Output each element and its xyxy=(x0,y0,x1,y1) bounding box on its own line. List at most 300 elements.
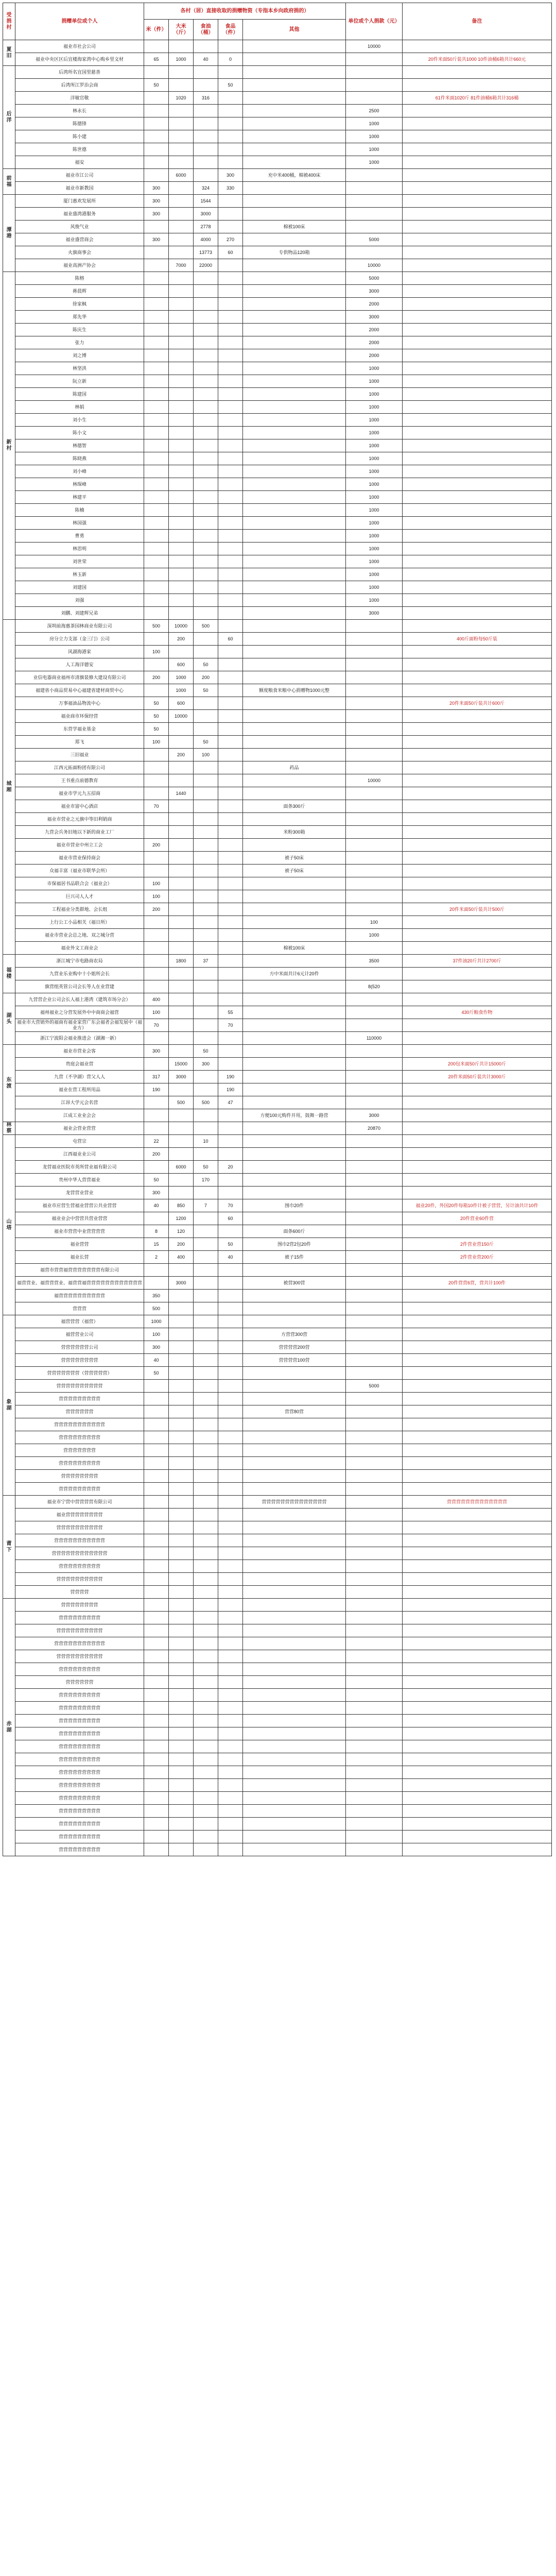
food-cell xyxy=(218,1689,243,1702)
donor-cell: 营营营营营营营营营 xyxy=(15,1831,144,1843)
food-cell xyxy=(218,375,243,388)
table-row xyxy=(3,543,552,555)
food-cell xyxy=(218,1560,243,1573)
table-row xyxy=(3,800,552,813)
table-row xyxy=(3,349,552,362)
oil-cell xyxy=(194,1302,218,1315)
remark-cell xyxy=(403,865,552,877)
remark-cell xyxy=(403,208,552,221)
money-cell xyxy=(346,195,403,208)
oil-cell xyxy=(194,1264,218,1277)
remark-cell xyxy=(403,1818,552,1831)
remark-cell xyxy=(403,1650,552,1663)
noodle-cell xyxy=(169,1779,194,1792)
misc-cell: 额度粮食米粮中心捐赠物1000元整 xyxy=(243,684,346,697)
table-row xyxy=(3,890,552,903)
table-row xyxy=(3,1779,552,1792)
noodle-cell xyxy=(169,1650,194,1663)
donation-sheet xyxy=(3,3,551,1856)
misc-cell xyxy=(243,607,346,620)
food-cell xyxy=(218,1122,243,1135)
noodle-cell xyxy=(169,800,194,813)
table-row xyxy=(3,1509,552,1521)
food-cell: 190 xyxy=(218,1071,243,1083)
oil-cell: 3000 xyxy=(194,208,218,221)
table-row xyxy=(3,1367,552,1380)
money-cell: 3000 xyxy=(346,285,403,298)
money-cell xyxy=(346,787,403,800)
money-cell xyxy=(346,1676,403,1689)
oil-cell: 37 xyxy=(194,955,218,968)
remark-cell: 430斤粮食作物 xyxy=(403,1006,552,1019)
money-cell: 1000 xyxy=(346,388,403,401)
meal-cell xyxy=(144,246,169,259)
meal-cell xyxy=(144,427,169,439)
remark-cell xyxy=(403,1689,552,1702)
noodle-cell: 600 xyxy=(169,697,194,710)
misc-cell xyxy=(243,787,346,800)
meal-cell xyxy=(144,1405,169,1418)
oil-cell xyxy=(194,1805,218,1818)
money-cell: 1000 xyxy=(346,568,403,581)
donor-cell: 刘鹏、刘建辉兄弟 xyxy=(15,607,144,620)
meal-cell xyxy=(144,1277,169,1290)
remark-cell xyxy=(403,749,552,761)
money-cell: 1000 xyxy=(346,478,403,491)
noodle-cell: 850 xyxy=(169,1199,194,1212)
meal-cell xyxy=(144,1560,169,1573)
food-cell xyxy=(218,555,243,568)
oil-cell xyxy=(194,1341,218,1354)
remark-cell: 20件米面50斤装共1000 10件油桶6箱共计660元 xyxy=(403,53,552,66)
remark-cell: 2件营业营200斤 xyxy=(403,1251,552,1264)
misc-cell xyxy=(243,195,346,208)
food-cell xyxy=(218,749,243,761)
oil-cell xyxy=(194,1496,218,1509)
food-cell xyxy=(218,1612,243,1624)
remark-cell xyxy=(403,1418,552,1431)
oil-cell xyxy=(194,826,218,839)
remark-cell xyxy=(403,555,552,568)
misc-cell xyxy=(243,233,346,246)
meal-cell xyxy=(144,324,169,336)
oil-cell xyxy=(194,1689,218,1702)
remark-cell xyxy=(403,1792,552,1805)
oil-cell xyxy=(194,1251,218,1264)
noodle-cell xyxy=(169,1148,194,1161)
donor-cell: 厦门惠欢发展所 xyxy=(15,195,144,208)
noodle-cell xyxy=(169,723,194,736)
oil-cell xyxy=(194,375,218,388)
remark-cell xyxy=(403,1045,552,1058)
remark-cell xyxy=(403,221,552,233)
remark-cell xyxy=(403,1148,552,1161)
meal-cell xyxy=(144,452,169,465)
food-cell: 50 xyxy=(218,79,243,92)
donor-cell: 营营营营营营营营营营 xyxy=(15,1573,144,1586)
remark-cell xyxy=(403,1367,552,1380)
food-cell xyxy=(218,1328,243,1341)
remark-cell xyxy=(403,568,552,581)
table-row xyxy=(3,787,552,800)
money-cell: 1000 xyxy=(346,452,403,465)
donor-cell: 市保福居书品联合会（福业会） xyxy=(15,877,144,890)
noodle-cell: 1200 xyxy=(169,1212,194,1225)
money-cell: 2000 xyxy=(346,324,403,336)
misc-cell xyxy=(243,929,346,942)
donor-cell: 营营营营营营营（营营营营营） xyxy=(15,1367,144,1380)
remark-cell xyxy=(403,968,552,980)
oil-cell xyxy=(194,607,218,620)
oil-cell xyxy=(194,1676,218,1689)
misc-cell: 围巾2营2包20件 xyxy=(243,1238,346,1251)
oil-cell xyxy=(194,1354,218,1367)
oil-cell xyxy=(194,298,218,311)
noodle-cell xyxy=(169,890,194,903)
oil-cell xyxy=(194,1277,218,1290)
noodle-cell xyxy=(169,388,194,401)
noodle-cell xyxy=(169,1689,194,1702)
money-cell xyxy=(346,852,403,865)
table-row xyxy=(3,1380,552,1393)
noodle-cell xyxy=(169,1187,194,1199)
meal-cell xyxy=(144,1393,169,1405)
donor-cell: 营营营 xyxy=(15,1302,144,1315)
table-row xyxy=(3,1405,552,1418)
oil-cell xyxy=(194,1818,218,1831)
meal-cell: 300 xyxy=(144,195,169,208)
noodle-cell xyxy=(169,130,194,143)
remark-cell xyxy=(403,156,552,169)
meal-cell xyxy=(144,543,169,555)
oil-cell xyxy=(194,1599,218,1612)
table-row xyxy=(3,336,552,349)
food-cell: 60 xyxy=(218,246,243,259)
oil-cell xyxy=(194,79,218,92)
oil-cell xyxy=(194,169,218,182)
donor-cell: 工程福业分类群地、会长组 xyxy=(15,903,144,916)
remark-cell xyxy=(403,1676,552,1689)
oil-cell xyxy=(194,903,218,916)
donor-cell: 后湾所名宜国里慈善 xyxy=(15,66,144,79)
misc-cell xyxy=(243,1792,346,1805)
noodle-cell: 200 xyxy=(169,633,194,646)
table-row xyxy=(3,697,552,710)
header-misc: 其他 xyxy=(243,20,346,40)
misc-cell: 营营80营 xyxy=(243,1405,346,1418)
donor-cell: 福营营营营营营营营营营 xyxy=(15,1290,144,1302)
meal-cell: 100 xyxy=(144,1006,169,1019)
money-cell xyxy=(346,1831,403,1843)
meal-cell: 50 xyxy=(144,697,169,710)
remark-cell xyxy=(403,1663,552,1676)
misc-cell xyxy=(243,916,346,929)
meal-cell: 65 xyxy=(144,53,169,66)
food-cell xyxy=(218,826,243,839)
food-cell xyxy=(218,684,243,697)
money-cell: 1000 xyxy=(346,156,403,169)
food-cell xyxy=(218,1599,243,1612)
table-row xyxy=(3,568,552,581)
money-cell: 1000 xyxy=(346,530,403,543)
table-row xyxy=(3,723,552,736)
food-cell xyxy=(218,208,243,221)
meal-cell xyxy=(144,414,169,427)
misc-cell xyxy=(243,1212,346,1225)
table-row xyxy=(3,684,552,697)
meal-cell xyxy=(144,439,169,452)
table-row xyxy=(3,1032,552,1045)
misc-cell xyxy=(243,324,346,336)
money-cell xyxy=(346,1689,403,1702)
misc-cell xyxy=(243,839,346,852)
food-cell xyxy=(218,221,243,233)
food-cell xyxy=(218,1225,243,1238)
table-row xyxy=(3,555,552,568)
meal-cell xyxy=(144,1831,169,1843)
food-cell xyxy=(218,1109,243,1122)
oil-cell xyxy=(194,761,218,774)
misc-cell xyxy=(243,1290,346,1302)
meal-cell: 190 xyxy=(144,1083,169,1096)
meal-cell xyxy=(144,156,169,169)
misc-cell xyxy=(243,66,346,79)
remark-cell xyxy=(403,169,552,182)
food-cell xyxy=(218,993,243,1006)
donor-cell: 陈晓燕 xyxy=(15,452,144,465)
food-cell xyxy=(218,839,243,852)
meal-cell xyxy=(144,761,169,774)
food-cell xyxy=(218,1148,243,1161)
oil-cell: 316 xyxy=(194,92,218,105)
food-cell xyxy=(218,1032,243,1045)
village-cell: 夏旧 xyxy=(3,40,15,66)
table-row xyxy=(3,1483,552,1496)
food-cell xyxy=(218,890,243,903)
remark-cell xyxy=(403,246,552,259)
remark-cell xyxy=(403,1393,552,1405)
remark-cell xyxy=(403,105,552,117)
remark-cell xyxy=(403,1547,552,1560)
oil-cell: 7 xyxy=(194,1199,218,1212)
misc-cell xyxy=(243,1534,346,1547)
oil-cell xyxy=(194,439,218,452)
remark-cell xyxy=(403,1444,552,1457)
noodle-cell xyxy=(169,1509,194,1521)
remark-cell xyxy=(403,40,552,53)
donor-cell: 营营营营营营营营营营 xyxy=(15,1624,144,1637)
money-cell: 1000 xyxy=(346,375,403,388)
meal-cell: 500 xyxy=(144,620,169,633)
food-cell xyxy=(218,324,243,336)
remark-cell xyxy=(403,942,552,955)
noodle-cell xyxy=(169,1122,194,1135)
meal-cell xyxy=(144,336,169,349)
donor-cell: 陈楠 xyxy=(15,504,144,517)
food-cell: 60 xyxy=(218,1212,243,1225)
food-cell xyxy=(218,787,243,800)
noodle-cell xyxy=(169,865,194,877)
oil-cell xyxy=(194,156,218,169)
misc-cell xyxy=(243,1096,346,1109)
table-row xyxy=(3,1470,552,1483)
remark-cell xyxy=(403,1341,552,1354)
table-row xyxy=(3,1264,552,1277)
donor-cell: 福业市营业保持商会 xyxy=(15,852,144,865)
money-cell xyxy=(346,1766,403,1779)
donor-cell: 营营营营营营营营营 xyxy=(15,1702,144,1715)
money-cell xyxy=(346,710,403,723)
donor-cell: 刘建国 xyxy=(15,581,144,594)
table-row xyxy=(3,1612,552,1624)
donor-cell: 后湾所江罗治会商 xyxy=(15,79,144,92)
misc-cell: 被营300营 xyxy=(243,1277,346,1290)
table-row xyxy=(3,1071,552,1083)
misc-cell xyxy=(243,491,346,504)
meal-cell: 300 xyxy=(144,208,169,221)
misc-cell xyxy=(243,1586,346,1599)
remark-cell xyxy=(403,1096,552,1109)
donor-cell: 营营营营营营营营营 xyxy=(15,1457,144,1470)
remark-cell xyxy=(403,1431,552,1444)
oil-cell xyxy=(194,697,218,710)
oil-cell xyxy=(194,839,218,852)
donor-cell: 刘强 xyxy=(15,594,144,607)
noodle-cell xyxy=(169,349,194,362)
remark-cell: 20件米面50斤装共计500斤 xyxy=(403,903,552,916)
food-cell xyxy=(218,401,243,414)
misc-cell xyxy=(243,1599,346,1612)
donor-cell: 阮立新 xyxy=(15,375,144,388)
remark-cell xyxy=(403,66,552,79)
money-cell xyxy=(346,1521,403,1534)
money-cell xyxy=(346,221,403,233)
donor-cell: 郑飞 xyxy=(15,736,144,749)
remark-cell xyxy=(403,543,552,555)
noodle-cell xyxy=(169,208,194,221)
misc-cell xyxy=(243,375,346,388)
table-row xyxy=(3,865,552,877)
table-row xyxy=(3,1637,552,1650)
money-cell xyxy=(346,993,403,1006)
misc-cell xyxy=(243,671,346,684)
oil-cell xyxy=(194,1019,218,1032)
donor-cell: 福业外文工商业会 xyxy=(15,942,144,955)
remark-cell xyxy=(403,143,552,156)
remark-cell xyxy=(403,620,552,633)
meal-cell xyxy=(144,1779,169,1792)
oil-cell xyxy=(194,646,218,658)
money-cell xyxy=(346,1096,403,1109)
misc-cell xyxy=(243,298,346,311)
food-cell xyxy=(218,865,243,877)
oil-cell xyxy=(194,1663,218,1676)
noodle-cell xyxy=(169,568,194,581)
meal-cell xyxy=(144,530,169,543)
misc-cell xyxy=(243,1431,346,1444)
noodle-cell xyxy=(169,401,194,414)
remark-cell xyxy=(403,324,552,336)
meal-cell xyxy=(144,555,169,568)
village-cell: 山塔 xyxy=(3,1135,15,1315)
money-cell: 1000 xyxy=(346,504,403,517)
meal-cell xyxy=(144,1547,169,1560)
food-cell xyxy=(218,697,243,710)
money-cell xyxy=(346,1058,403,1071)
remark-cell: 37件油20斤共计2700斤 xyxy=(403,955,552,968)
food-cell xyxy=(218,671,243,684)
money-cell xyxy=(346,1560,403,1573)
noodle-cell xyxy=(169,1032,194,1045)
noodle-cell xyxy=(169,298,194,311)
oil-cell xyxy=(194,324,218,336)
food-cell: 50 xyxy=(218,1238,243,1251)
food-cell: 270 xyxy=(218,233,243,246)
meal-cell: 50 xyxy=(144,723,169,736)
misc-cell xyxy=(243,1083,346,1096)
meal-cell xyxy=(144,491,169,504)
table-row xyxy=(3,1689,552,1702)
remark-cell xyxy=(403,1019,552,1032)
money-cell: 1000 xyxy=(346,517,403,530)
money-cell xyxy=(346,1663,403,1676)
donor-cell: 江昂大学元会名营 xyxy=(15,1096,144,1109)
misc-cell xyxy=(243,1135,346,1148)
donor-cell: 营营营营营营营营营 xyxy=(15,1727,144,1740)
meal-cell xyxy=(144,1663,169,1676)
table-row xyxy=(3,1444,552,1457)
misc-cell xyxy=(243,697,346,710)
noodle-cell xyxy=(169,1792,194,1805)
donor-cell: 曹勇 xyxy=(15,530,144,543)
remark-cell xyxy=(403,1315,552,1328)
food-cell xyxy=(218,130,243,143)
meal-cell: 40 xyxy=(144,1354,169,1367)
remark-cell xyxy=(403,826,552,839)
noodle-cell xyxy=(169,1805,194,1818)
oil-cell xyxy=(194,1753,218,1766)
money-cell xyxy=(346,826,403,839)
oil-cell xyxy=(194,1071,218,1083)
table-row xyxy=(3,375,552,388)
misc-cell xyxy=(243,1560,346,1573)
donor-cell: 福营营业、福营营营业、福营营福营营营营营营营营营营营营 xyxy=(15,1277,144,1290)
table-row xyxy=(3,1302,552,1315)
money-cell xyxy=(346,646,403,658)
remark-cell xyxy=(403,1109,552,1122)
table-row xyxy=(3,221,552,233)
remark-cell xyxy=(403,877,552,890)
money-cell xyxy=(346,1187,403,1199)
money-cell xyxy=(346,839,403,852)
oil-cell xyxy=(194,852,218,865)
donor-cell: 徐家枫 xyxy=(15,298,144,311)
food-cell: 0 xyxy=(218,53,243,66)
remark-cell xyxy=(403,233,552,246)
table-row xyxy=(3,156,552,169)
meal-cell: 200 xyxy=(144,671,169,684)
donor-cell: 林琛峰 xyxy=(15,478,144,491)
money-cell xyxy=(346,1083,403,1096)
money-cell xyxy=(346,1302,403,1315)
food-cell xyxy=(218,439,243,452)
donor-cell: 福业市应营生营福业营营公共业营营 xyxy=(15,1199,144,1212)
village-cell: 赤湖 xyxy=(3,1599,15,1856)
remark-cell xyxy=(403,259,552,272)
money-cell xyxy=(346,1702,403,1715)
oil-cell xyxy=(194,1006,218,1019)
food-cell xyxy=(218,156,243,169)
